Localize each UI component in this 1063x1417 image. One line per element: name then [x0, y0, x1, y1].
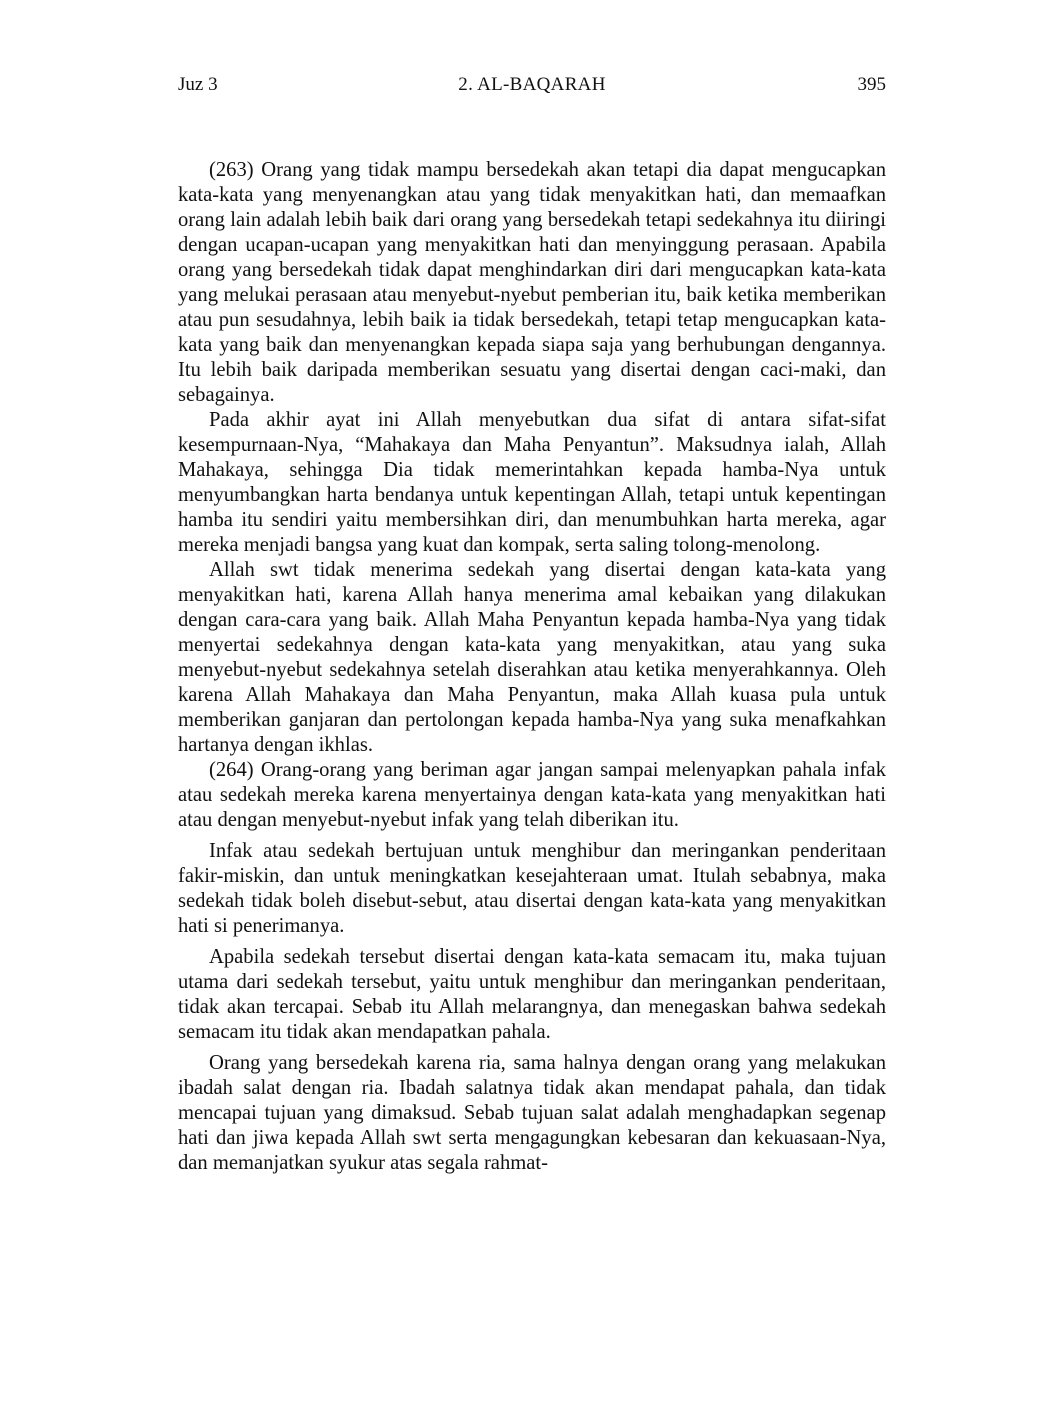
paragraph-riya: Orang yang bersedekah karena ria, sama halnya dengan orang yang melakukan ibadah salat dengan ria. Ibadah salatnya tidak akan mendapat pahala, dan tidak mencapai tujuan yang dimaksud. Sebab tujuan salat adalah menghadapkan segenap hati dan jiwa kepada Allah swt serta mengagungkan kebesaran dan kekuasaan-Nya, dan memanjatkan syukur atas segala rahmat- [178, 1052, 886, 1174]
running-header [178, 72, 886, 98]
commentary-body [178, 158, 886, 1176]
page-number: 395 [857, 74, 886, 95]
paragraph-verse-263: (263) Orang yang tidak mampu bersedekah akan tetapi dia dapat mengucapkan kata-kata yang menyenangkan atau yang tidak menyakitkan hati, dan memaafkan orang lain adalah lebih baik dari orang yang bersedekah tetapi sedekahnya itu diiringi dengan ucapan-ucapan yang menyakitkan hati dan menyinggung perasaan. Apabila orang yang bersedekah tidak dapat menghindarkan diri dari mengucapkan kata-kata yang melukai perasaan atau menyebut-nyebut pemberian itu, baik ketika memberikan atau pun sesudahnya, lebih baik ia tidak bersedekah, tetapi tetap mengucapkan kata-kata yang baik dan menyenangkan kepada siapa saja yang berhubungan dengannya. Itu lebih baik daripada memberikan sesuatu yang disertai dengan caci-maki, dan sebagainya. [178, 159, 886, 406]
paragraph-acceptance: Allah swt tidak menerima sedekah yang disertai dengan kata-kata yang menyakitkan hati, karena Allah hanya menerima amal kebaikan yang dilakukan dengan cara-cara yang baik. Allah Maha Penyantun kepada hamba-Nya yang tidak menyertai sedekahnya dengan kata-kata yang menyakitkan, atau yang suka menyebut-nyebut sedekahnya setelah diserahkan atau ketika menyerahkannya. Oleh karena Allah Mahakaya dan Maha Penyantun, maka Allah kuasa pula untuk memberikan ganjaran dan pertolongan kepada hamba-Nya yang suka menafkahkan hartanya dengan ikhlas. [178, 559, 886, 756]
surah-title: 2. AL-BAQARAH [458, 74, 606, 95]
paragraph-verse-264: (264) Orang-orang yang beriman agar jangan sampai melenyapkan pahala infak atau sedekah mereka karena menyertainya dengan kata-kata yang menyakitkan hati atau dengan menyebut-nyebut infak yang telah diberikan itu. [178, 759, 886, 831]
paragraph-attributes: Pada akhir ayat ini Allah menyebutkan dua sifat di antara sifat-sifat kesempurnaan-Nya, “Mahakaya dan Maha Penyantun”. Maksudnya ialah, Allah Mahakaya, sehingga Dia tidak memerintahkan kepada hamba-Nya untuk menyumbangkan harta bendanya untuk kepentingan Allah, tetapi untuk kepentingan hamba itu sendiri yaitu membersihkan diri, dan menumbuhkan harta mereka, agar mereka menjadi bangsa yang kuat dan kompak, serta saling tolong-menolong. [178, 409, 886, 556]
juz-label: Juz 3 [178, 74, 218, 95]
paragraph-purpose: Infak atau sedekah bertujuan untuk menghibur dan meringankan penderitaan fakir-miskin, dan untuk meningkatkan kesejahteraan umat. Itulah sebabnya, maka sedekah tidak boleh disebut-sebut, atau disertai dengan kata-kata yang menyakitkan hati si penerimanya. [178, 840, 886, 937]
paragraph-prohibition: Apabila sedekah tersebut disertai dengan kata-kata semacam itu, maka tujuan utama dari sedekah tersebut, yaitu untuk menghibur dan meringankan penderitaan, tidak akan tercapai. Sebab itu Allah melarangnya, dan menegaskan bahwa sedekah semacam itu tidak akan mendapatkan pahala. [178, 946, 886, 1043]
